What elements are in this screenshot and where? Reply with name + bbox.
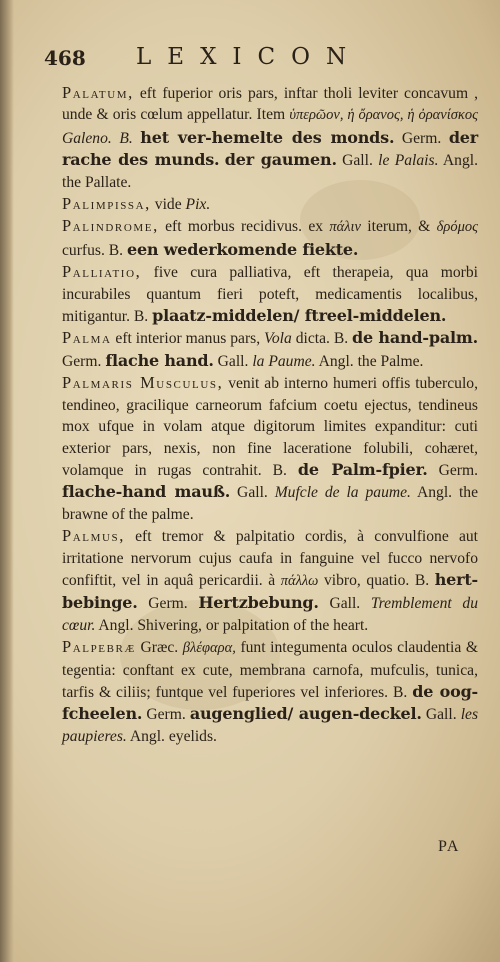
definition-text: Germ. — [394, 129, 449, 147]
definition-text: Gall. — [421, 706, 461, 724]
definition-text: eft morbus recidivus. ex — [158, 218, 330, 236]
definition-text: curfus. B. — [62, 241, 127, 259]
cross-reference: Pix. — [185, 196, 211, 214]
entry-palmaris-musculus — [62, 372, 478, 525]
french-term: Mufcle de la paume. — [274, 484, 411, 502]
german-term: flache hand. — [105, 350, 214, 370]
entry-head: Palindrome, — [62, 216, 159, 236]
definition-text: Angl. the Palme. — [315, 352, 424, 370]
entry-palma — [62, 327, 478, 372]
definition-text: vibro, quatio. B. — [318, 571, 435, 589]
french-term: les paupieres. — [62, 706, 479, 745]
german-term: Hertzbebung. — [198, 593, 319, 613]
definition-text: Germ. — [142, 706, 190, 724]
dutch-term: plaatz-middelen/ ftreel-middelen. — [152, 306, 447, 326]
definition-text: Galeno. B. — [62, 129, 141, 147]
definition-text: Græc. — [135, 639, 183, 657]
dictionary-text — [62, 82, 478, 747]
german-term: augenglied/ augen-deckel. — [189, 704, 422, 724]
catchword: PA — [438, 838, 460, 855]
definition-text: dicta. B. — [291, 330, 353, 348]
entry-head: Palatum, — [62, 83, 134, 102]
definition-text: vide — [150, 196, 186, 214]
page-gutter-shadow — [0, 0, 14, 962]
definition-text: eft interior manus pars, — [111, 330, 265, 348]
entry-palmus — [62, 525, 478, 636]
entry-head: Palliatio, — [62, 262, 142, 282]
entry-head: Palma — [62, 328, 112, 348]
definition-text: five cura palliativa, eft therapeia, qua morbi incurabiles quantum fieri poteft, medicamentis localibus, mitigantur. B. — [62, 264, 478, 326]
greek-term: ὑπερῶον, ἡ ὄρανος, ἡ ὀρανίσκος — [289, 107, 479, 124]
german-term: der rache des munds. — [62, 127, 479, 170]
definition-text: Angl. the brawne of the palme. — [62, 484, 479, 523]
definition-text: Gall. — [213, 352, 253, 370]
definition-text: Angl. Shivering, or palpitation of the heart. — [95, 616, 369, 634]
dutch-term: hert-bebinge. — [62, 569, 478, 613]
definition-text: Germ. — [62, 352, 106, 370]
dutch-term: de Palm-fpier. — [297, 459, 428, 479]
definition-text: eft fuperior oris pars, inftar tholi leviter concavum , unde & oris cœlum appellatur. Item — [62, 85, 479, 124]
german-term: der gaumen. — [224, 150, 337, 170]
running-title: LEXICON — [136, 44, 363, 70]
definition-text: venit ab interno humeri offis tuberculo, tendineo, gracilique carneorum fafcium coetu ejectus, tendineus mox ufque in volam atque digitorum limites expanditur: cuti exterior pars, nexis, non fine laceratione folubili, cohæret, volamque in rugas contrahit. B. — [62, 375, 478, 479]
definition-text: iterum, & — [360, 218, 437, 236]
definition-text: eft tremor & palpitatio cordis, à convulfione aut irritatione nervorum cujus caufa in fanguine vel fucco nervofo confiftit, vel in aquâ pericardii. à — [62, 528, 478, 589]
greek-term: πάλιν — [329, 219, 361, 236]
entry-head: Palmus, — [62, 526, 125, 546]
french-term: Tremblement du cœur. — [62, 595, 478, 634]
french-term: la Paume. — [252, 352, 316, 370]
definition-text: Gall. — [318, 595, 371, 613]
page-number: 468 — [44, 46, 86, 70]
greek-term: πάλλω — [280, 572, 319, 589]
entry-palpebrae — [62, 636, 478, 747]
entry-palindrome — [62, 215, 478, 261]
definition-text: funt integumenta oculos claudentia & tegentia: conftant ex cute, membrana carnofa, mufculis, tunica, tarfis & ciliis; funtque vel fuperiores vel inferiores. B. — [62, 639, 478, 701]
definition-text: Angl. the Pallate. — [62, 152, 479, 191]
page-header — [44, 42, 474, 74]
dutch-term: de oog-fcheelen. — [62, 681, 478, 724]
definition-text: Germ. — [137, 595, 199, 613]
entry-head: Palpebræ — [62, 637, 136, 657]
entry-palimpissa — [62, 193, 478, 215]
entry-palatum — [62, 82, 478, 193]
greek-term: βλέφαρα, — [182, 640, 236, 657]
german-term: flache-hand mauß. — [62, 482, 231, 502]
greek-term: δρόμος — [436, 219, 478, 236]
definition-text: Gall. — [336, 152, 379, 170]
entry-head: Palimpissa, — [62, 194, 151, 214]
latin-term: Vola — [264, 330, 292, 348]
dutch-term: een wederkomende fiekte. — [126, 239, 359, 259]
dutch-term: de hand-palm. — [352, 328, 478, 348]
entry-head: Palmaris Musculus, — [62, 373, 224, 393]
french-term: le Palais. — [378, 152, 439, 170]
dutch-term: het ver-hemelte des monds. — [140, 127, 395, 147]
definition-text: Gall. — [230, 484, 275, 502]
definition-text: Angl. eyelids. — [126, 727, 217, 745]
entry-palliatio — [62, 261, 478, 327]
definition-text: Germ. — [427, 461, 478, 479]
